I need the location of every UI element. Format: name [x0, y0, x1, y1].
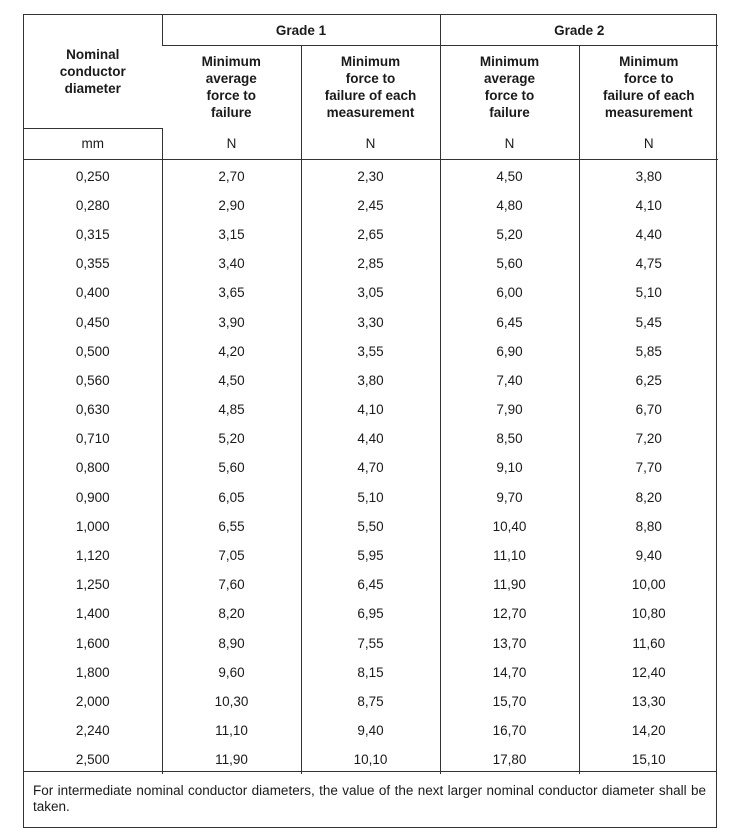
grade-2-min-average-cell: 4,80	[440, 191, 579, 220]
table-row	[24, 658, 718, 687]
grade-1-min-average-cell: 11,10	[162, 716, 301, 745]
table-row	[24, 220, 718, 249]
grade-1-min-average-cell: 6,55	[162, 512, 301, 541]
grade-2-min-average-cell: 7,40	[440, 366, 579, 395]
grade-1-min-each-cell: 2,45	[301, 191, 440, 220]
grade-2-min-each-cell: 3,80	[579, 159, 718, 191]
table-row	[24, 191, 718, 220]
grade-1-min-average-cell: 4,50	[162, 366, 301, 395]
grade-1-min-force-each-header: Minimum force to failure of each measurement	[301, 46, 440, 129]
nominal-diameter-cell: 2,240	[75, 723, 110, 739]
grade-1-min-average-cell: 4,20	[162, 337, 301, 366]
grade-2-min-force-each-header: Minimum force to failure of each measurement	[579, 46, 718, 129]
table-row	[24, 159, 718, 191]
grade-1-min-each-cell: 6,95	[301, 599, 440, 628]
grade-2-min-average-force-header: Minimum average force to failure	[440, 46, 579, 129]
grade-1-min-each-cell: 2,65	[301, 220, 440, 249]
table-body	[24, 159, 718, 774]
grade-1-min-each-cell: 3,80	[301, 366, 440, 395]
grade-2-min-average-cell: 6,00	[440, 278, 579, 307]
nominal-diameter-cell: 0,355	[75, 256, 110, 272]
grade-2-min-average-cell: 17,80	[440, 745, 579, 774]
grade-1-min-each-cell: 4,10	[301, 395, 440, 424]
grade-1-min-average-cell: 5,60	[162, 453, 301, 482]
table-row	[24, 599, 718, 628]
grade-2-min-each-cell: 12,40	[579, 658, 718, 687]
table-row	[24, 483, 718, 512]
grade-1-min-average-cell: 3,40	[162, 249, 301, 278]
grade-1-min-average-cell: 8,90	[162, 629, 301, 658]
table-row	[24, 687, 718, 716]
grade-2-min-each-cell: 4,10	[579, 191, 718, 220]
nominal-diameter-cell: 0,250	[75, 168, 110, 184]
nominal-diameter-cell: 0,710	[75, 431, 110, 447]
grade-2-min-each-cell: 5,45	[579, 307, 718, 336]
grade-2-min-average-cell: 5,60	[440, 249, 579, 278]
grade-2-min-each-cell: 7,70	[579, 453, 718, 482]
grade-2-min-average-cell: 9,70	[440, 483, 579, 512]
grade-2-min-average-cell: 16,70	[440, 716, 579, 745]
grade-1-min-each-cell: 7,55	[301, 629, 440, 658]
grade-1-min-each-cell: 8,15	[301, 658, 440, 687]
grade-2-min-average-cell: 12,70	[440, 599, 579, 628]
grade-2-min-each-cell: 6,25	[579, 366, 718, 395]
table-row	[24, 366, 718, 395]
grade-2-header: Grade 2	[440, 15, 718, 46]
grade-1-min-each-cell: 5,50	[301, 512, 440, 541]
nominal-diameter-cell: 0,400	[75, 285, 110, 301]
grade-2-min-each-cell: 10,80	[579, 599, 718, 628]
grade-2-min-average-cell: 6,45	[440, 307, 579, 336]
nominal-diameter-cell: 2,000	[75, 693, 110, 709]
table-row	[24, 337, 718, 366]
nominal-diameter-cell: 0,900	[75, 489, 110, 505]
grade-1-min-average-cell: 3,15	[162, 220, 301, 249]
unit-n: N	[162, 128, 301, 159]
grade-1-min-average-cell: 5,20	[162, 424, 301, 453]
grade-2-min-each-cell: 9,40	[579, 541, 718, 570]
grade-1-header: Grade 1	[162, 15, 440, 46]
table-row	[24, 307, 718, 336]
table-row	[24, 512, 718, 541]
nominal-diameter-cell: 0,315	[75, 226, 110, 242]
grade-1-min-each-cell: 3,55	[301, 337, 440, 366]
unit-n: N	[440, 128, 579, 159]
grade-1-min-each-cell: 6,45	[301, 570, 440, 599]
grade-1-min-average-cell: 2,70	[162, 159, 301, 191]
table-row	[24, 570, 718, 599]
unit-n: N	[579, 128, 718, 159]
nominal-diameter-cell: 0,500	[75, 343, 110, 359]
grade-2-min-average-cell: 13,70	[440, 629, 579, 658]
table-row	[24, 278, 718, 307]
force-to-failure-table	[24, 15, 718, 774]
grade-1-min-average-cell: 6,05	[162, 483, 301, 512]
grade-2-min-average-cell: 15,70	[440, 687, 579, 716]
grade-1-min-average-cell: 9,60	[162, 658, 301, 687]
grade-2-min-each-cell: 11,60	[579, 629, 718, 658]
grade-1-min-average-cell: 8,20	[162, 599, 301, 628]
unit-row	[24, 128, 718, 159]
grade-1-min-each-cell: 3,05	[301, 278, 440, 307]
nominal-diameter-cell: 1,120	[75, 548, 110, 564]
grade-2-min-average-cell: 10,40	[440, 512, 579, 541]
grade-2-min-each-cell: 5,85	[579, 337, 718, 366]
nominal-diameter-cell: 1,600	[75, 635, 110, 651]
table-row	[24, 424, 718, 453]
grade-2-min-each-cell: 8,80	[579, 512, 718, 541]
force-to-failure-table-panel	[23, 14, 717, 828]
grade-2-min-each-cell: 15,10	[579, 745, 718, 774]
grade-2-min-each-cell: 14,20	[579, 716, 718, 745]
table-row	[24, 716, 718, 745]
nominal-diameter-cell: 1,000	[75, 518, 110, 534]
table-row	[24, 453, 718, 482]
nominal-diameter-cell: 0,280	[75, 197, 110, 213]
grade-2-min-each-cell: 6,70	[579, 395, 718, 424]
grade-1-min-average-cell: 7,05	[162, 541, 301, 570]
table-row	[24, 629, 718, 658]
grade-1-min-each-cell: 3,30	[301, 307, 440, 336]
nominal-diameter-cell: 1,250	[75, 577, 110, 593]
grade-2-min-average-cell: 7,90	[440, 395, 579, 424]
grade-1-min-each-cell: 4,70	[301, 453, 440, 482]
nominal-diameter-cell: 0,450	[75, 314, 110, 330]
grade-1-min-average-cell: 10,30	[162, 687, 301, 716]
grade-1-min-average-force-header: Minimum average force to failure	[201, 54, 261, 120]
grade-1-min-each-cell: 9,40	[301, 716, 440, 745]
grade-1-min-each-cell: 2,85	[301, 249, 440, 278]
nominal-diameter-cell: 0,630	[75, 402, 110, 418]
nominal-diameter-cell: 0,560	[75, 372, 110, 388]
grade-1-min-average-cell: 4,85	[162, 395, 301, 424]
grade-1-min-average-cell: 3,65	[162, 278, 301, 307]
grade-1-min-each-cell: 10,10	[301, 745, 440, 774]
grade-1-min-average-cell: 11,90	[162, 745, 301, 774]
grade-2-min-each-cell: 7,20	[579, 424, 718, 453]
grade-1-min-average-cell: 3,90	[162, 307, 301, 336]
grade-1-min-each-cell: 5,10	[301, 483, 440, 512]
grade-2-min-each-cell: 10,00	[579, 570, 718, 599]
grade-2-min-average-cell: 14,70	[440, 658, 579, 687]
unit-mm: mm	[24, 128, 162, 159]
grade-2-min-average-cell: 4,50	[440, 159, 579, 191]
grade-2-min-each-cell: 13,30	[579, 687, 718, 716]
grade-2-min-average-cell: 6,90	[440, 337, 579, 366]
grade-1-min-each-cell: 8,75	[301, 687, 440, 716]
grade-2-min-average-cell: 5,20	[440, 220, 579, 249]
nominal-diameter-cell: 0,800	[75, 460, 110, 476]
footnote: For intermediate nominal conductor diameters, the value of the next larger nominal conductor diameter shall be taken.	[24, 771, 716, 827]
grade-1-min-average-cell: 7,60	[162, 570, 301, 599]
grade-1-min-each-cell: 5,95	[301, 541, 440, 570]
nominal-diameter-header: Nominal conductor diameter	[24, 15, 162, 128]
grade-1-min-each-cell: 2,30	[301, 159, 440, 191]
grade-2-min-each-cell: 4,75	[579, 249, 718, 278]
grade-2-min-average-cell: 11,10	[440, 541, 579, 570]
grade-2-min-average-cell: 11,90	[440, 570, 579, 599]
grade-2-min-each-cell: 8,20	[579, 483, 718, 512]
grade-header-row	[24, 15, 718, 46]
grade-1-min-each-cell: 4,40	[301, 424, 440, 453]
unit-n: N	[301, 128, 440, 159]
grade-2-min-each-cell: 4,40	[579, 220, 718, 249]
grade-2-min-average-cell: 9,10	[440, 453, 579, 482]
grade-2-min-each-cell: 5,10	[579, 278, 718, 307]
table-row	[24, 249, 718, 278]
grade-1-min-average-cell: 2,90	[162, 191, 301, 220]
table-row	[24, 541, 718, 570]
grade-2-min-average-cell: 8,50	[440, 424, 579, 453]
nominal-diameter-cell: 1,400	[75, 606, 110, 622]
nominal-diameter-cell: 1,800	[75, 664, 110, 680]
nominal-diameter-cell: 2,500	[75, 752, 110, 768]
table-row	[24, 395, 718, 424]
